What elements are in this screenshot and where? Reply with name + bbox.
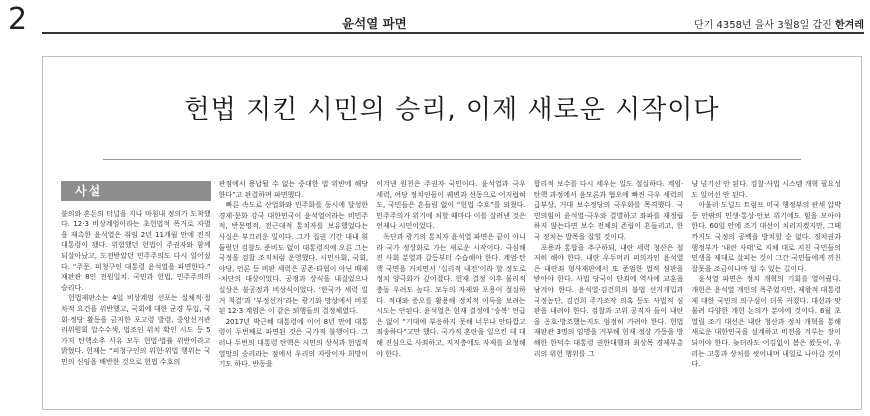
paragraph: 빠른 속도로 산업화와 민주화를 동시에 달성한 경제·문화 강국 대한민국이 윤석열이라는 비민주적, 반문명적, 전근대적 통치자를 보유했었다는 사실은 부끄러운 일이다. 그가 집권 기간 내내 휘둘렀던 검찰도 준비도 없이 대통령직에 오른 그는 국정을 검찰 조직처럼 운영했다. 시민사회, 국회, 야당, 언론 등 비판 세력은 공존·타협이 아닌 배제·처단의 대상이었다. 공정과 상식을 내걸었으나 실상은 불공정과 비상식이었다. ‘한국가 세력 일거 척결’과 ‘부정선거’라는 광기와 망상에서 비롯된 12·3 계엄은 이 같은 퇴행들의 결정체였다. xyxy=(218,201,369,316)
page-number: 2 xyxy=(8,2,28,37)
headline-divider xyxy=(103,159,801,160)
page-header xyxy=(42,8,864,34)
paragraph: 냥 넘기선 안 된다. 검찰·사법 시스템 개혁 필요성도 일어선 안 된다. xyxy=(691,180,841,199)
issue-date: 단기 4358년 을사 3월8일 갑진 xyxy=(693,20,832,31)
column-4 xyxy=(534,179,684,407)
column-5 xyxy=(691,179,841,407)
column-2 xyxy=(219,179,369,407)
paragraph: 2017년 박근혜 대통령에 이어 8년 만에 대통령이 두번째로 파면된 것은 국가적 불행이다. 그러나 두번의 대통령 탄핵은 시민의 상식과 헌법적 열망의 승리라는 점에서 우리의 자랑이자 희망이기도 하다. 반동을 xyxy=(218,317,369,369)
paragraph: 합리적 보수를 다시 세우는 일도 절실하다. 계엄·탄핵 과정에서 음모론과 혐오에 빠진 극우 세력의 급부상, 거대 보수정당의 극우화를 목격했다. 국민의힘이 윤석열·극우와 결별하고 좌파를 재정립하지 않는다면 보수 전체의 존립이 흔들리고, 한국 정치는 발목을 잡힐 것이다. xyxy=(533,180,684,241)
column-1 xyxy=(61,179,211,407)
article-body xyxy=(61,179,841,407)
editorial-frame xyxy=(42,56,862,410)
headline: 헌법 지킨 시민의 승리, 이제 새로운 시작이다 xyxy=(184,95,720,125)
newspaper-brand: 한겨레 xyxy=(835,20,864,31)
section-title: 윤석열 파면 xyxy=(342,16,407,31)
paragraph: 아울러 도널드 트럼프 미국 행정부의 관세 압박 등 안팎의 민생·통상·안보 위기에도 힘을 모아야 한다. 60일 안에 조기 대선이 치러지겠지만, 그때까지도 국정의 공백을 방치할 순 없다. 정치권과 행정부가 ‘내란 사태’로 지체 대로 지친 국민들의 민생을 제대로 살피는 것이 그간 국민들에게 끼친 잘못을 조금이나마 덜 수 있는 길이다. xyxy=(691,201,841,273)
paragraph: 헌법재판소는 4일 비상계엄 선포는 실체적·절차적 요건을 위반했고, 국회에 대한 군경 투입, 국회·정당 활동을 금지한 포고령 발령, 중앙선거관리위원회 압수수색, 법조인 위치 확인 시도 등 5가지 탄핵소추 사유 모두 헌법·법률 위반이라고 밝혔다. 헌재는 “피청구인의 위헌·위법 행위는 국민의 신임을 배반한 것으로 헌법 수호의 xyxy=(61,294,211,366)
paragraph: 포용과 통합을 추구하되, 내란 세력 청산은 철저히 해야 한다. 내란 우두머리 피의자인 윤석열은 내란죄 형사재판에서 또 준엄한 법적 심판을 받아야 한다. 사법 당국이 단죄에 역사에 교훈을 남겨야 한다. 윤석열·김건희의 불법 선거개입과 국정농단, 김건희 주가조작 의혹 등도 사법적 심판을 내려야 한다. 검찰과 고위 공직자 들이 내란을 옹호·방조했는지도 엄정히 가려야 한다. 헌법재판관 3명의 임명을 거부해 헌재 정상 가동을 방해한 한덕수 대통령 권한대행과 최상목 경제부총리의 위헌 행위를 그 xyxy=(533,243,684,358)
header-rule xyxy=(42,32,864,34)
paragraph: 윤석열 파면은 정치 개혁의 기회를 열어줬다. 개헌은 윤석열 개인의 폭주였지만, 제왕적 대통령제 대한 국민의 의구심이 더욱 커졌다. 대선과 맞물려 다양한 개헌 논의가 분야에 것이다. 6월 초 열릴 조기 대선은 내란 청산과 정치 개혁을 통해 새로운 대한민국을 설계하고 비전을 겨루는 장이 되어야 한다. 늦더라도 어김없이 봄은 왔듯이, 우리는 고통과 상처를 씻어내며 내일로 나아갈 것이다. xyxy=(691,275,841,369)
paragraph: 불의와 혼돈의 터널을 지나 마침내 정의가 도착했다. 12·3 비상계엄이라는 초헌법적 폭거로 자멸을 재촉한 윤석열은 취임 2년 11개월 만에 전직 대통령이 됐다. 위험했던 헌법이 주권자와 함께 되살아났고, 도전받았던 민주주의도 다시 일어섰다. “주문. 피청구인 대통령 윤석열을 파면한다.” 재판관 8인 전원일치. 국민과 헌법, 민주주의의 승리다. xyxy=(61,209,211,292)
column-3 xyxy=(376,179,526,407)
paragraph: 관점에서 용납될 수 없는 중대한 법 위반에 해당한다”고 판결하며 파면했다. xyxy=(218,180,369,199)
paragraph: 독단과 광기의 통치자 윤석열 파면은 끝이 아니라 국가 정상화로 가는 새로운 시작이다. 극심해진 사회 분열과 갈등부터 수습해야 한다. 계엄·탄핵 국면을 거치면서 ‘십리적 내전’이라 할 정도로 정치 양극화가 깊어졌다. 헌재 결정 이후 물리적 충돌 우려도 높다. 모두의 자제와 포용이 절실하다. 적대와 증오를 활용해 정치적 이득을 보려는 시도는 안된다. 윤석열은 헌재 결정에 ‘승복’ 언급은 없이 “기대에 부응하지 못해 너무나 안타깝고 죄송하다”고만 했다. 국가적 혼란을 일으킨 데 대해 진심으로 사죄하고, 지지층에도 자제를 요청해야 한다. xyxy=(376,232,526,358)
issue-info xyxy=(694,16,864,31)
editorial-label: 사설 xyxy=(61,181,211,201)
paragraph: 이겨낸 원천은 주권자 국민이다. 윤석열과 극우 세력, 여당 정치인들이 궤변과 선동으로 어지럽혀도, 국민들은 흔들림 없이 “헌법 수호”를 외쳤다. 민주주의가 위기에 처할 때마다 이를 살려낸 것은 언제나 시민이었다. xyxy=(376,180,526,231)
